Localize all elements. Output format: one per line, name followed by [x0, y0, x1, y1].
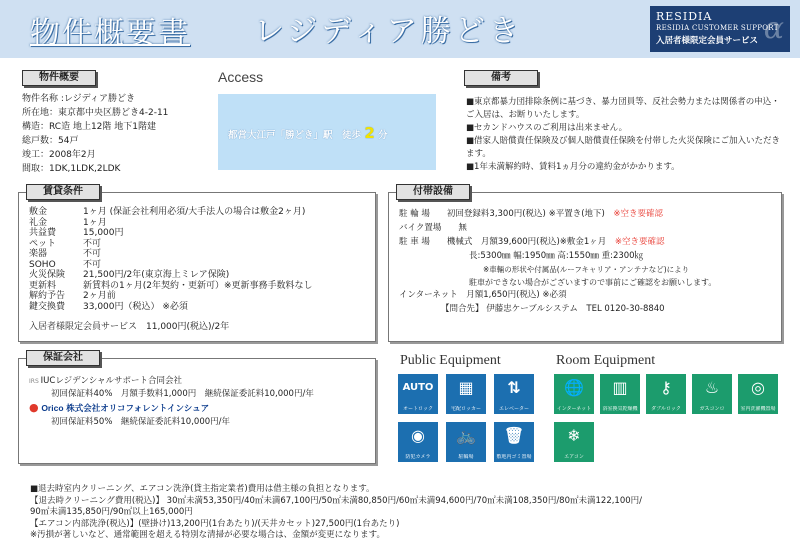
access-box [218, 94, 436, 170]
footer-line: 90㎡未満135,850円/90㎡以上165,000円 [30, 507, 193, 517]
parking-availability: ※空き要確認 [614, 237, 665, 247]
iuc-logo-icon: IRS [29, 378, 41, 385]
note-line: ■1年未満解約時、賃料1ヵ月分の違約金がかかります。 [466, 162, 680, 172]
rental-table [29, 207, 313, 312]
overview-line: 構造：RC造 地上12階 地下1階建 [22, 122, 156, 132]
car-parking: 駐 車 場 機械式 月額39,600円(税込)※敷金1ヶ月 [399, 237, 607, 247]
parking-warning: ※車輛の形状や付属品(ルーフキャリア・アンテナなど)により [483, 265, 690, 274]
security-camera-icon: ◉ 防犯カメラ [398, 422, 438, 462]
bathroom-dryer-icon: ▥ 浴室換気乾燥機 [600, 374, 640, 414]
bicycle-parking-icon: 🚲 駐輪場 [446, 422, 486, 462]
overview-line: 所在地：東京都中央区勝どき4-2-11 [22, 108, 169, 118]
rental-label: 賃貸条件 [26, 184, 100, 200]
table-row: 敷金 1ヶ月 (保証会社利用必須/大手法人の場合は敷金2ヶ月) [29, 207, 306, 217]
overview-line: 竣工：2008年2月 [22, 150, 96, 160]
overview-label: 物件概要 [22, 70, 96, 86]
property-title: レジディア勝どき [254, 14, 523, 49]
overview-line: 間取：1DK,1LDK,2LDK [22, 164, 121, 174]
access-title: Access [218, 69, 264, 85]
footer-line: ■退去時室内クリーニング、エアコン洗浄(貸主指定業者)費用は借主様の負担となります。 [30, 484, 375, 494]
autolock-icon: AUTO オートロック [398, 374, 438, 414]
room-equipment-title: Room Equipment [556, 353, 656, 368]
table-row: 礼金 1ヶ月 [29, 217, 107, 228]
table-row: 火災保険 21,500円/2年(東京海上ミレア保険) [29, 270, 230, 280]
brand-service: 入居者様限定会員サービス [656, 36, 759, 47]
document-title: 物件概要書 [30, 16, 190, 51]
gas-stove-icon: ♨ ガスコンロ [692, 374, 732, 414]
access-text: 都営大江戸「勝どき」駅 徒歩 2 分 [228, 124, 388, 142]
parking-warning: 駐車ができない場合がございますので事前にご確認をお願いします。 [469, 278, 717, 287]
internet-contact: 【問合先】 伊藤忠ケーブルシステム TEL 0120-30-8840 [441, 304, 665, 314]
table-row: SOHO 不可 [29, 259, 102, 270]
footer-notes [30, 484, 790, 542]
rental-box [18, 192, 376, 342]
delivery-locker-icon: ▦ 宅配ロッカー [446, 374, 486, 414]
overview-section [22, 92, 212, 176]
internet: インターネット 月額1,650円(税込) ※必須 [399, 290, 567, 300]
overview-line: 物件名称 :レジディア勝どき [22, 94, 135, 104]
guarantee-box: IRS IUCレジデンシャルサポート合同会社 初回保証料40% 月額手数料1,000円 継続保証委託料10,000円/年 ● Orico 株式会社オリコフォレントインシュア 初回保証料50% 継続保証委託料10,000円/年 [18, 358, 376, 464]
brand-logo [650, 6, 790, 52]
bicycle-parking: 駐 輪 場 初回登録料3,300円(税込) ※平置き(地下) [399, 209, 605, 219]
guarantor-2: 株式会社オリコフォレントインシュア [66, 404, 210, 414]
garbage-area-icon: 🗑 敷地内ゴミ置場 [494, 422, 534, 462]
internet-icon: 🌐 インターネット [554, 374, 594, 414]
guarantee-label: 保証会社 [26, 350, 100, 366]
brand-name: RESIDIA [656, 10, 713, 23]
table-row: 更新料 新賃料の1ヶ月(2年契約・更新可）※更新事務手数料なし [29, 280, 313, 291]
bike-parking: バイク置場 無 [399, 223, 467, 233]
bicycle-availability: ※空き要確認 [613, 209, 663, 219]
header-banner [0, 0, 800, 58]
notes-section [466, 96, 782, 174]
equipment-label: 付帯設備 [396, 184, 470, 200]
elevator-icon: ⇅ エレベーター [494, 374, 534, 414]
walk-minutes: 2 [364, 124, 375, 142]
guarantor-2-terms: 初回保証料50% 継続保証委託料10,000円/年 [51, 417, 230, 427]
public-equipment-title: Public Equipment [400, 353, 501, 368]
table-row: 共益費 15,000円 [29, 228, 124, 238]
note-line: ■セカンドハウスのご利用は出来ません。 [466, 123, 628, 133]
footer-line: ※汚損が著しいなど、通常範囲を超える特別な清掃が必要な場合は、金額が変更になります。 [30, 530, 385, 540]
footer-line: 【エアコン内部洗浄(税込)】(壁掛け)13,200円(1台あたり)/(天井カセット)27,500円(1台あたり) [30, 518, 400, 529]
notes-label: 備考 [464, 70, 538, 86]
note-line: ■東京都暴力団排除条例に基づき、暴力団員等、反社会勢力または関係者の申込・ご入居は、お断りいたします。 [466, 97, 780, 120]
footer-line: 【退去時クリーニング費用(税込)】 30㎡未満53,350円/40㎡未満67,100円/50㎡未満80,850円/60㎡未満94,600円/70㎡未満108,350円/80㎡未満122,100円/ [30, 495, 643, 506]
orico-logo: Orico [41, 403, 64, 413]
washer-space-icon: ◎ 室内洗濯機置場 [738, 374, 778, 414]
alpha-icon: α [763, 11, 784, 46]
brand-subtitle: RESIDIA CUSTOMER SUPPORT [656, 24, 779, 33]
guarantor-1: IUCレジデンシャルサポート合同会社 [40, 376, 183, 386]
parking-size: 長:5300㎜ 幅:1950㎜ 高:1550㎜ 重:2300㎏ [469, 251, 644, 261]
table-row: 楽器 不可 [29, 249, 102, 259]
guarantor-1-terms: 初回保証料40% 月額手数料1,000円 継続保証委託料10,000円/年 [51, 389, 314, 399]
table-row: 鍵交換費 33,000円（税込） ※必須 [29, 301, 188, 312]
table-row: ペット 不可 [29, 238, 102, 249]
overview-line: 総戸数：54戸 [22, 136, 79, 146]
double-lock-icon: ⚷ ダブルロック [646, 374, 686, 414]
member-service-fee: 入居者様限定会員サービス 11,000円(税込)/2年 [29, 322, 230, 332]
air-conditioner-icon: ❄ エアコン [554, 422, 594, 462]
equipment-box [388, 192, 782, 342]
note-line: ■借家人賠償責任保険及び個人賠償責任保険を付帯した火災保険にご加入いただきます。 [466, 136, 781, 159]
table-row: 解約予告 2ヶ月前 [29, 291, 116, 301]
